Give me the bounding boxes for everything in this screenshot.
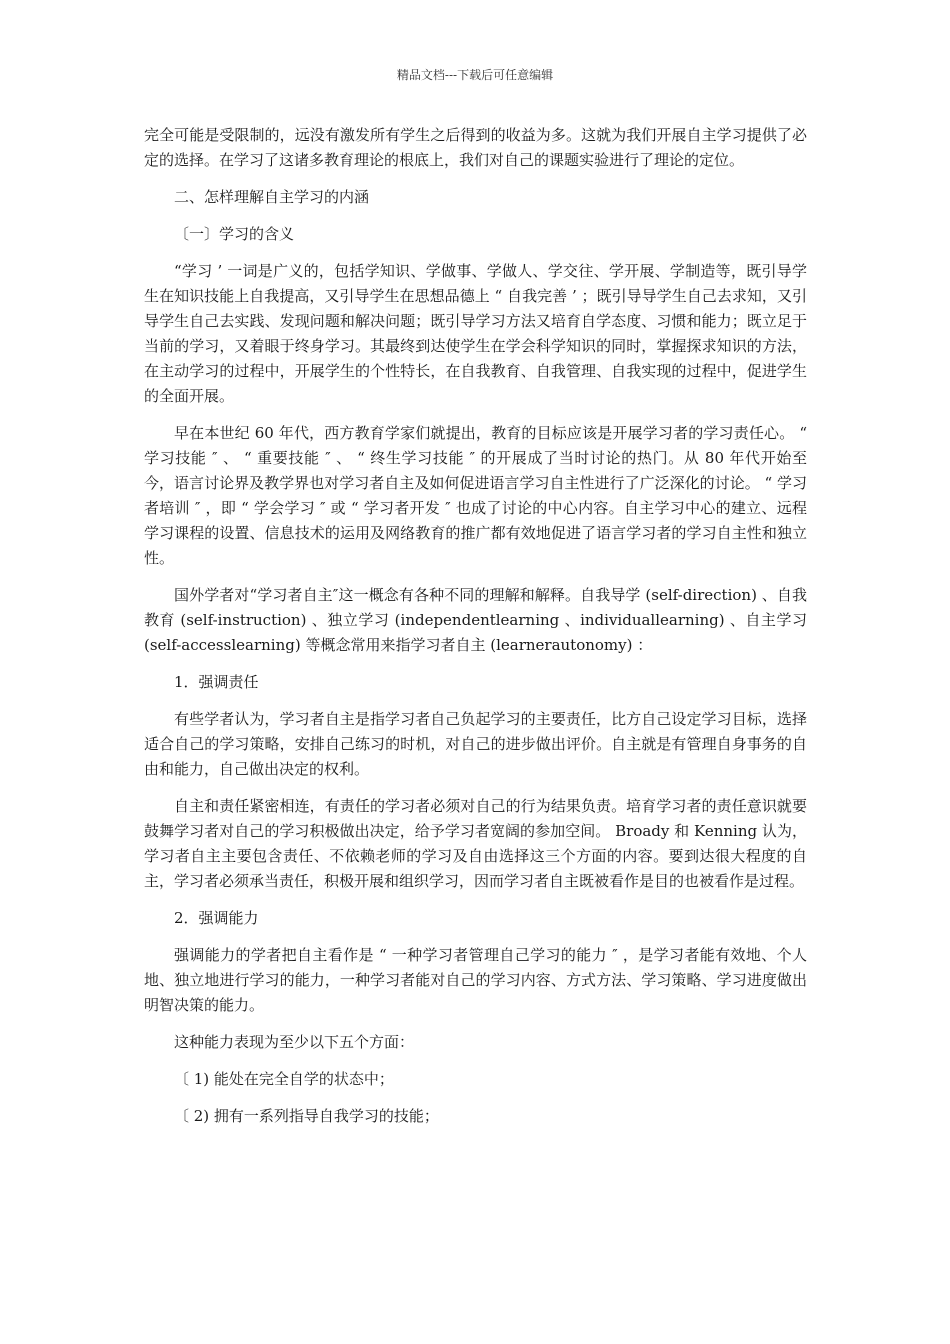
section-heading: 二、怎样理解自主学习的内涵 [174, 188, 370, 206]
page-header: 精品文档---下载后可任意编辑 [396, 68, 554, 82]
document-body [144, 123, 807, 1141]
paragraph-learning-meaning: “学习 ’ 一词是广义的，包括学知识、学做事、学做人、学交往、学开展、学制造等，既引导学生在知识技能上自我提高，又引导学生在思想品德上 “ 自我完善 ’ ；既引导导学生自己去求知，又引导学生自己去实践、发现问题和解决问题；既引导学习方法又培育自学态度、习惯和能力；既立足于当前的学习，又着眼于终身学习。其最终到达使学生在学会科学知识的同时，掌握探求知识的方法，在主动学习的过程中，开展学生的个性特长，在自我教育、自我管理、自我实现的过程中，促进学生的全面开展。 [144, 262, 807, 405]
paragraph-ability: 强调能力的学者把自主看作是 “ 一种学习者管理自己学习的能力 ″ ，是学习者能有效地、个人地、独立地进行学习的能力，一种学习者能对自己的学习内容、方式方法、学习策略、学习进度做出明智决策的能力。 [144, 946, 807, 1014]
paragraph-history: 早在本世纪 60 年代，西方教育学家们就提出，教育的目标应该是开展学习者的学习责任心。 “ 学习技能 ″ 、 “ 重要技能 ″ 、 “ 终生学习技能 ″ 的开展成了当时讨论的热门。从 80 年代开始至今，语言讨论界及教学界也对学习者自主及如何促进语言学习自主性进行了广泛深化的讨论。 “ 学习者培训 ″ ，即 “ 学会学习 ″ 或 “ 学习者开发 ″ 也成了讨论的中心内容。自主学习中心的建立、远程学习课程的设置、信息技术的运用及网络教育的推广都有效地促进了语言学习者的学习自主性和独立性。 [144, 424, 807, 567]
paragraph-intro: 完全可能是受限制的，远没有激发所有学生之后得到的收益为多。这就为我们开展自主学习提供了必定的选择。在学习了这诸多教育理论的根底上，我们对自己的课题实验进行了理论的定位。 [144, 126, 807, 169]
list-heading-ability: 2．强调能力 [174, 909, 259, 927]
subsection-heading: 〔一〕学习的含义 [174, 225, 295, 243]
paragraph-responsibility-1: 有些学者认为，学习者自主是指学习者自己负起学习的主要责任，比方自己设定学习目标，选择适合自己的学习策略，安排自己练习的时机，对自己的进步做出评价。自主就是有管理自身事务的自由和能力，自己做出决定的权利。 [144, 710, 807, 778]
list-heading-responsibility: 1．强调责任 [174, 673, 259, 691]
paragraph-foreign-scholars: 国外学者对“学习者自主″这一概念有各种不同的理解和解释。自我导学 (self-direction) 、自我教育 (self-instruction) 、独立学习 (independentlearning 、individuallearning) 、自主学习 (self-accesslearning) 等概念常用来指学习者自主 (learnerautonomy) ： [144, 586, 807, 654]
paragraph-responsibility-2: 自主和责任紧密相连，有责任的学习者必须对自己的行为结果负责。培育学习者的责任意识就要鼓舞学习者对自己的学习积极做出决定，给予学习者宽阔的参加空间。 Broady 和 Kenning 认为，学习者自主主要包含责任、不依赖老师的学习及自由选择这三个方面的内容。要到达很大程度的自主，学习者必须承当责任，积极开展和组织学习，因而学习者自主既被看作是目的也被看作是过程。 [144, 797, 807, 890]
paragraph-five-aspects: 这种能力表现为至少以下五个方面： [174, 1033, 415, 1051]
list-item-1: 〔 1) 能处在完全自学的状态中； [174, 1070, 394, 1088]
list-item-2: 〔 2) 拥有一系列指导自我学习的技能； [174, 1107, 439, 1125]
